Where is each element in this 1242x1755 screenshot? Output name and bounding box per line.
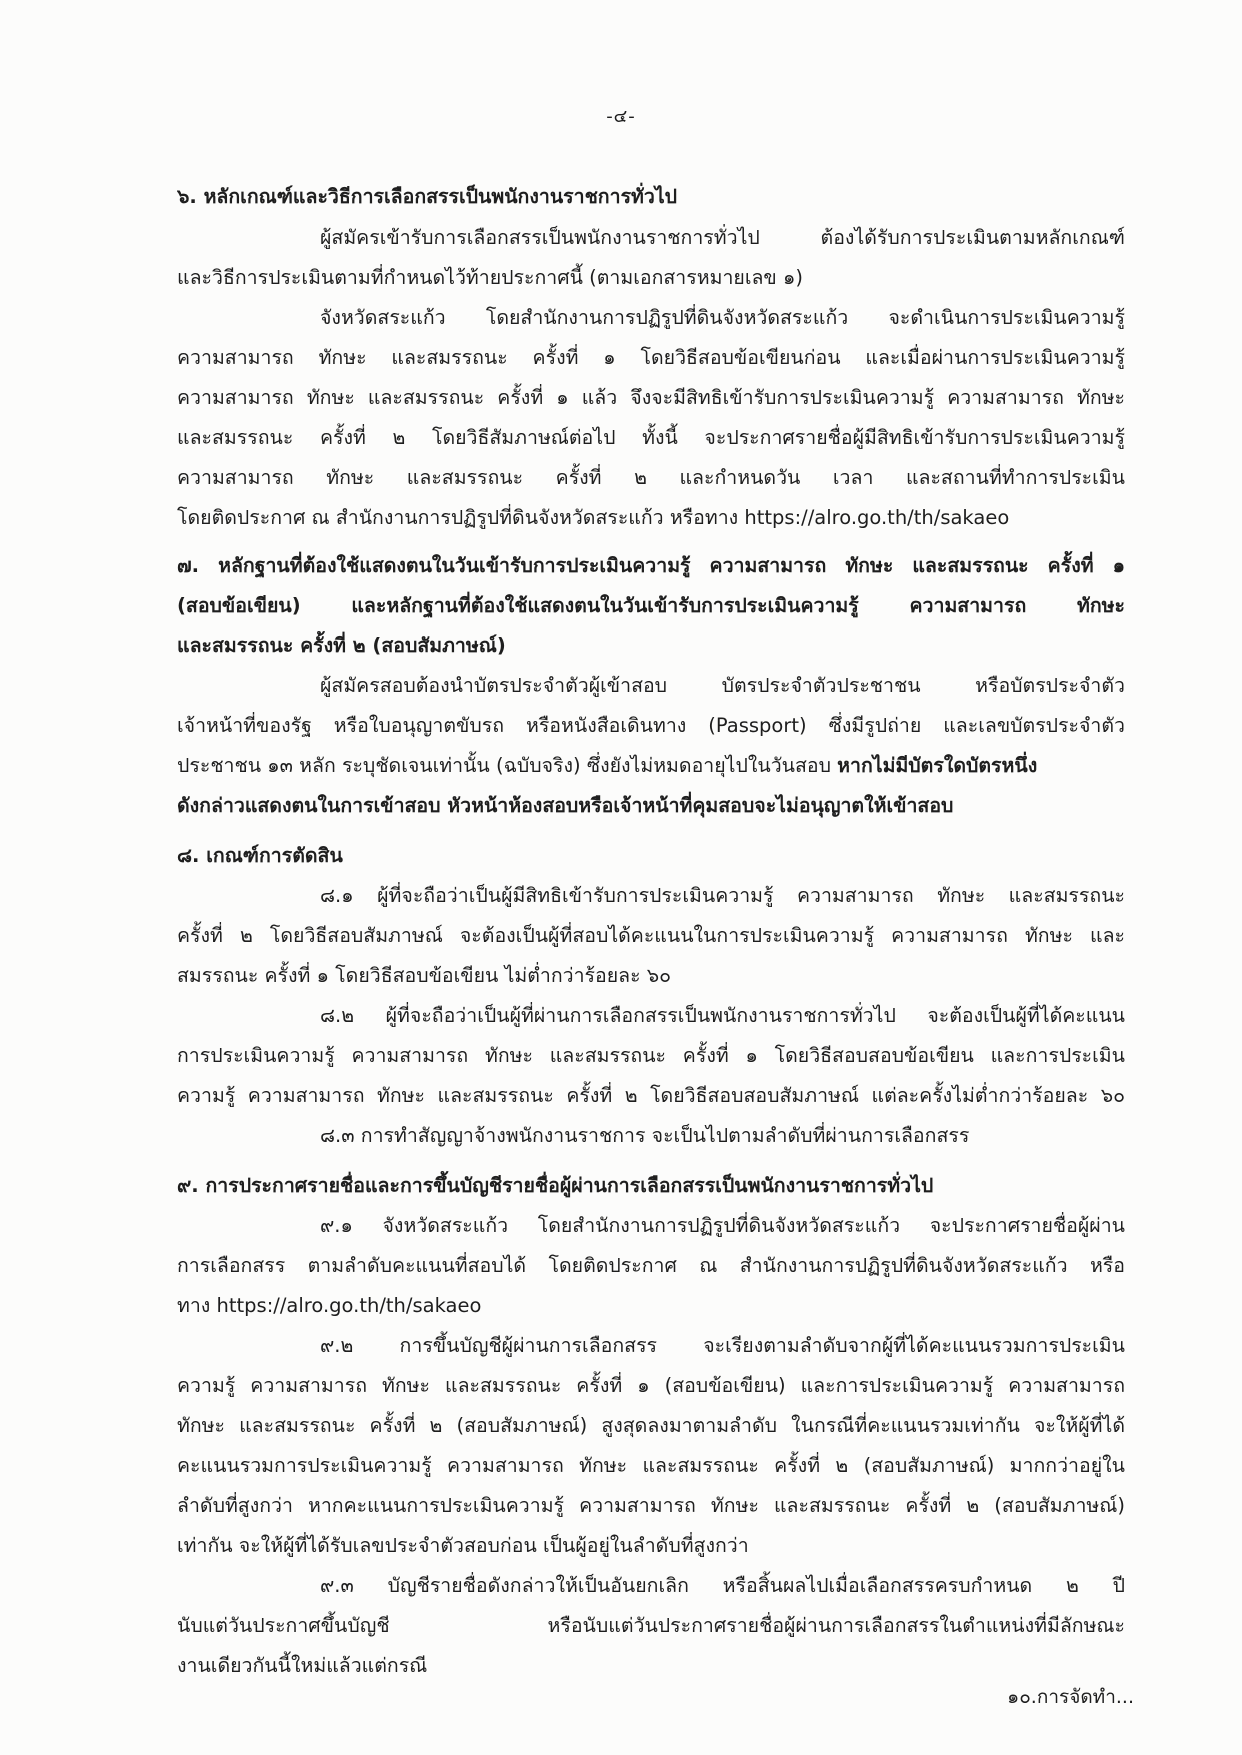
section-7-heading: และสมรรถนะ ครั้งที่ ๒ (สอบสัมภาษณ์) xyxy=(177,634,506,657)
section-9-line: เท่ากัน จะให้ผู้ที่ได้รับเลขประจำตัวสอบก่อน เป็นผู้อยู่ในลำดับที่สูงกว่า xyxy=(177,1534,749,1557)
section-9-line: การเลือกสรร ตามลำดับคะแนนที่สอบได้ โดยติดประกาศ ณ สำนักงานการปฏิรูปที่ดินจังหวัดสระแก้ว หรือ xyxy=(177,1254,1125,1277)
page-number: -๔- xyxy=(606,106,636,127)
section-7-bold-line: ดังกล่าวแสดงตนในการเข้าสอบ หัวหน้าห้องสอบหรือเจ้าหน้าที่คุมสอบจะไม่อนุญาตให้เข้าสอบ xyxy=(177,794,954,817)
section-9-line: ทาง https://alro.go.th/th/sakaeo xyxy=(177,1294,482,1317)
section-7-line-mixed xyxy=(177,750,1125,784)
section-8-line: ครั้งที่ ๒ โดยวิธีสอบสัมภาษณ์ จะต้องเป็นผู้ที่สอบได้คะแนนในการประเมินความรู้ ความสามารถ ทักษะ และ xyxy=(177,924,1125,947)
section-9-line: ๙.๒ การขึ้นบัญชีผู้ผ่านการเลือกสรร จะเรียงตามลำดับจากผู้ที่ได้คะแนนรวมการประเมิน xyxy=(320,1334,1125,1357)
section-9-line: งานเดียวกันนี้ใหม่แล้วแต่กรณี xyxy=(177,1654,428,1677)
section-6-line: ความสามารถ ทักษะ และสมรรถนะ ครั้งที่ ๒ และกำหนดวัน เวลา และสถานที่ทำการประเมิน xyxy=(177,466,1125,489)
section-9-line: ลำดับที่สูงกว่า หากคะแนนการประเมินความรู้ ความสามารถ ทักษะ และสมรรถนะ ครั้งที่ ๒ (สอบสัมภาษณ์) xyxy=(177,1494,1125,1517)
continuation-marker: ๑๐.การจัดทำ... xyxy=(1007,1686,1134,1708)
section-8-line: การประเมินความรู้ ความสามารถ ทักษะ และสมรรถนะ ครั้งที่ ๑ โดยวิธีสอบสอบข้อเขียน และการประเมิน xyxy=(177,1044,1125,1067)
section-7-line: เจ้าหน้าที่ของรัฐ หรือใบอนุญาตขับรถ หรือหนังสือเดินทาง (Passport) ซึ่งมีรูปถ่าย และเลขบัตรประจำตัว xyxy=(177,714,1125,737)
section-6-line: และสมรรถนะ ครั้งที่ ๒ โดยวิธีสัมภาษณ์ต่อไป ทั้งนี้ จะประกาศรายชื่อผู้มีสิทธิเข้ารับการประเมินความรู้ xyxy=(177,426,1125,449)
section-7-normal-text: ประชาชน ๑๓ หลัก ระบุชัดเจนเท่านั้น (ฉบับจริง) ซึ่งยังไม่หมดอายุไปในวันสอบ xyxy=(177,754,838,777)
section-6-line: จังหวัดสระแก้ว โดยสำนักงานการปฏิรูปที่ดินจังหวัดสระแก้ว จะดำเนินการประเมินความรู้ xyxy=(320,306,1125,329)
section-8-line: ความรู้ ความสามารถ ทักษะ และสมรรถนะ ครั้งที่ ๒ โดยวิธีสอบสอบสัมภาษณ์ แต่ละครั้งไม่ต่ำกว่าร้อยละ ๖๐ xyxy=(177,1084,1125,1107)
section-8-line: สมรรถนะ ครั้งที่ ๑ โดยวิธีสอบข้อเขียน ไม่ต่ำกว่าร้อยละ ๖๐ xyxy=(177,964,672,987)
section-8-line: ๘.๒ ผู้ที่จะถือว่าเป็นผู้ที่ผ่านการเลือกสรรเป็นพนักงานราชการทั่วไป จะต้องเป็นผู้ที่ได้คะแนน xyxy=(320,1004,1125,1027)
section-7-bold-text: หากไม่มีบัตรใดบัตรหนึ่ง xyxy=(837,754,1038,777)
section-6-line: ผู้สมัครเข้ารับการเลือกสรรเป็นพนักงานราชการทั่วไป ต้องได้รับการประเมินตามหลักเกณฑ์ xyxy=(320,226,1125,249)
section-6-line: ความสามารถ ทักษะ และสมรรถนะ ครั้งที่ ๑ แล้ว จึงจะมีสิทธิเข้ารับการประเมินความรู้ ความสามารถ ทักษะ xyxy=(177,386,1125,409)
section-6-line: ความสามารถ ทักษะ และสมรรถนะ ครั้งที่ ๑ โดยวิธีสอบข้อเขียนก่อน และเมื่อผ่านการประเมินความรู้ xyxy=(177,346,1125,369)
section-9-line: ๙.๓ บัญชีรายชื่อดังกล่าวให้เป็นอันยกเลิก หรือสิ้นผลไปเมื่อเลือกสรรครบกำหนด ๒ ปี xyxy=(320,1574,1125,1597)
section-7-line: ผู้สมัครสอบต้องนำบัตรประจำตัวผู้เข้าสอบ บัตรประจำตัวประชาชน หรือบัตรประจำตัว xyxy=(320,674,1125,697)
section-6-line: และวิธีการประเมินตามที่กำหนดไว้ท้ายประกาศนี้ (ตามเอกสารหมายเลข ๑) xyxy=(177,266,803,289)
section-9-heading: ๙. การประกาศรายชื่อและการขึ้นบัญชีรายชื่อผู้ผ่านการเลือกสรรเป็นพนักงานราชการทั่วไป xyxy=(177,1174,934,1197)
section-7-heading: (สอบข้อเขียน) และหลักฐานที่ต้องใช้แสดงตนในวันเข้ารับการประเมินความรู้ ความสามารถ ทักษะ xyxy=(177,594,1125,617)
section-9-line: ทักษะ และสมรรถนะ ครั้งที่ ๒ (สอบสัมภาษณ์) สูงสุดลงมาตามลำดับ ในกรณีที่คะแนนรวมเท่ากัน จะให้ผู้ที่ได้ xyxy=(177,1414,1125,1437)
section-8-line: ๘.๓ การทำสัญญาจ้างพนักงานราชการ จะเป็นไปตามลำดับที่ผ่านการเลือกสรร xyxy=(320,1124,970,1147)
section-9-line: นับแต่วันประกาศขึ้นบัญชี หรือนับแต่วันประกาศรายชื่อผู้ผ่านการเลือกสรรในตำแหน่งที่มีลักษณะ xyxy=(177,1614,1125,1637)
section-8-line: ๘.๑ ผู้ที่จะถือว่าเป็นผู้มีสิทธิเข้ารับการประเมินความรู้ ความสามารถ ทักษะ และสมรรถนะ xyxy=(320,884,1125,907)
section-7-heading: ๗. หลักฐานที่ต้องใช้แสดงตนในวันเข้ารับการประเมินความรู้ ความสามารถ ทักษะ และสมรรถนะ ครั้งที่ ๑ xyxy=(177,554,1125,577)
section-6-line: โดยติดประกาศ ณ สำนักงานการปฏิรูปที่ดินจังหวัดสระแก้ว หรือทาง https://alro.go.th/th/sakaeo xyxy=(177,506,1010,529)
section-9-line: ๙.๑ จังหวัดสระแก้ว โดยสำนักงานการปฏิรูปที่ดินจังหวัดสระแก้ว จะประกาศรายชื่อผู้ผ่าน xyxy=(320,1214,1125,1237)
section-9-line: ความรู้ ความสามารถ ทักษะ และสมรรถนะ ครั้งที่ ๑ (สอบข้อเขียน) และการประเมินความรู้ ความสามารถ xyxy=(177,1374,1125,1397)
section-8-heading: ๘. เกณฑ์การตัดสิน xyxy=(177,844,343,867)
section-6-heading: ๖. หลักเกณฑ์และวิธีการเลือกสรรเป็นพนักงานราชการทั่วไป xyxy=(177,185,678,208)
section-9-line: คะแนนรวมการประเมินความรู้ ความสามารถ ทักษะ และสมรรถนะ ครั้งที่ ๒ (สอบสัมภาษณ์) มากกว่าอยู่ใน xyxy=(177,1454,1125,1477)
